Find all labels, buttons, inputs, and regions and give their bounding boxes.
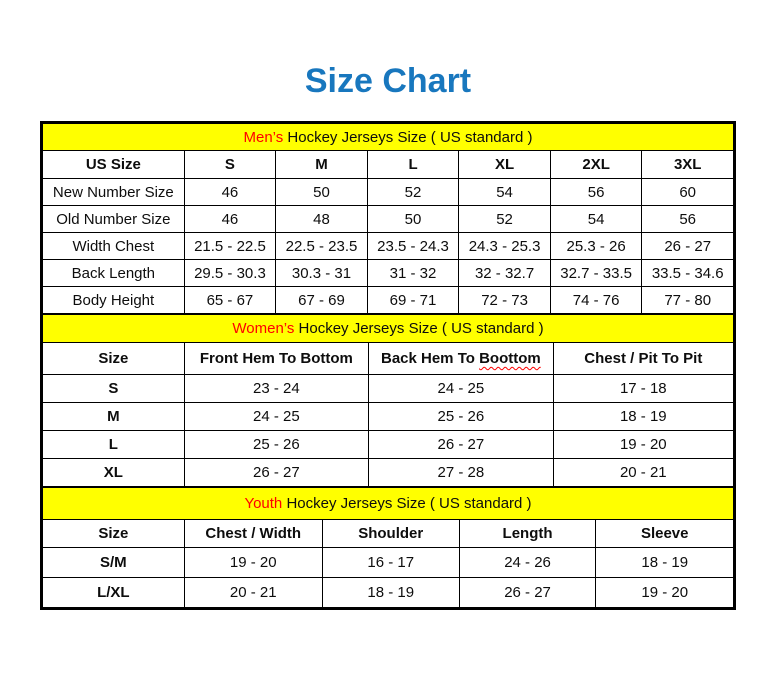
row-label: M — [43, 403, 185, 431]
youth-banner-text: Hockey Jerseys Size ( US standard ) — [286, 495, 532, 512]
mens-table — [42, 123, 734, 314]
table-cell: 16 - 17 — [322, 548, 459, 578]
table-cell: 20 - 21 — [184, 578, 322, 608]
youth-section-banner — [43, 488, 734, 520]
table-cell: 18 - 19 — [553, 403, 733, 431]
column-header: XL — [459, 151, 551, 179]
table-cell: 23.5 - 24.3 — [367, 233, 459, 260]
size-chart — [40, 121, 736, 610]
table-row — [43, 375, 734, 403]
mens-banner-row — [43, 124, 734, 151]
page-title: Size Chart — [304, 62, 472, 100]
youth-table — [42, 487, 734, 608]
table-row — [43, 179, 734, 206]
womens-banner-row — [43, 315, 734, 343]
table-cell: 25.3 - 26 — [550, 233, 642, 260]
table-cell: 19 - 20 — [596, 578, 734, 608]
table-row — [43, 431, 734, 459]
youth-banner-highlight: Youth — [244, 495, 283, 512]
womens-table — [42, 314, 734, 487]
table-cell: 52 — [367, 179, 459, 206]
table-row — [43, 459, 734, 487]
table-cell: 24 - 25 — [184, 403, 368, 431]
column-header: 2XL — [550, 151, 642, 179]
table-cell: 24 - 26 — [459, 548, 596, 578]
table-cell: 60 — [642, 179, 734, 206]
table-cell: 31 - 32 — [367, 260, 459, 287]
mens-banner-highlight: Men’s — [243, 128, 284, 146]
misspelled-word: Boottom — [479, 350, 541, 367]
row-label: L — [43, 431, 185, 459]
table-cell: 46 — [184, 179, 276, 206]
table-cell: 26 - 27 — [369, 431, 553, 459]
table-cell: 50 — [276, 179, 368, 206]
row-label: Old Number Size — [43, 206, 185, 233]
table-cell: 27 - 28 — [369, 459, 553, 487]
table-cell: 54 — [459, 179, 551, 206]
table-cell: 26 - 27 — [642, 233, 734, 260]
table-cell: 33.5 - 34.6 — [642, 260, 734, 287]
column-header-prefix: Back Hem To — [380, 350, 475, 367]
row-label: Width Chest — [43, 233, 185, 260]
column-header: S — [184, 151, 276, 179]
table-cell: 24 - 25 — [369, 375, 553, 403]
womens-banner-highlight: Women’s — [232, 320, 295, 337]
column-header: Size — [43, 520, 185, 548]
column-header: Front Hem To Bottom — [184, 343, 368, 375]
table-cell: 65 - 67 — [184, 287, 276, 314]
table-cell: 21.5 - 22.5 — [184, 233, 276, 260]
table-row — [43, 206, 734, 233]
table-row — [43, 260, 734, 287]
column-header: Shoulder — [322, 520, 459, 548]
table-cell: 23 - 24 — [184, 375, 368, 403]
row-label: New Number Size — [43, 179, 185, 206]
column-header: Chest / Width — [184, 520, 322, 548]
table-row — [43, 578, 734, 608]
table-cell: 25 - 26 — [369, 403, 553, 431]
row-label: L/XL — [43, 578, 185, 608]
table-row — [43, 287, 734, 314]
table-cell: 32 - 32.7 — [459, 260, 551, 287]
table-cell: 22.5 - 23.5 — [276, 233, 368, 260]
table-cell: 26 - 27 — [184, 459, 368, 487]
table-cell: 18 - 19 — [596, 548, 734, 578]
table-cell: 74 - 76 — [550, 287, 642, 314]
table-row — [43, 548, 734, 578]
table-cell: 67 - 69 — [276, 287, 368, 314]
table-cell: 18 - 19 — [322, 578, 459, 608]
table-cell: 72 - 73 — [459, 287, 551, 314]
table-cell: 56 — [642, 206, 734, 233]
column-header: Size — [43, 343, 185, 375]
column-header-misspelled — [369, 343, 553, 375]
row-label: Body Height — [43, 287, 185, 314]
table-cell: 52 — [459, 206, 551, 233]
row-label: S — [43, 375, 185, 403]
table-cell: 17 - 18 — [553, 375, 733, 403]
column-header: L — [367, 151, 459, 179]
womens-section-banner — [43, 315, 734, 343]
table-cell: 54 — [550, 206, 642, 233]
column-header: 3XL — [642, 151, 734, 179]
column-header: US Size — [43, 151, 185, 179]
table-cell: 19 - 20 — [184, 548, 322, 578]
mens-banner-text: Hockey Jerseys Size ( US standard ) — [287, 128, 533, 146]
row-label: XL — [43, 459, 185, 487]
table-cell: 19 - 20 — [553, 431, 733, 459]
row-label: S/M — [43, 548, 185, 578]
youth-header-row — [43, 520, 734, 548]
table-cell: 46 — [184, 206, 276, 233]
table-cell: 48 — [276, 206, 368, 233]
womens-banner-text: Hockey Jerseys Size ( US standard ) — [298, 320, 544, 337]
table-cell: 56 — [550, 179, 642, 206]
youth-banner-row — [43, 488, 734, 520]
table-cell: 26 - 27 — [459, 578, 596, 608]
table-row — [43, 403, 734, 431]
table-cell: 30.3 - 31 — [276, 260, 368, 287]
column-header: Length — [459, 520, 596, 548]
mens-header-row — [43, 151, 734, 179]
mens-section-banner — [43, 124, 734, 151]
table-cell: 20 - 21 — [553, 459, 733, 487]
table-cell: 32.7 - 33.5 — [550, 260, 642, 287]
womens-header-row — [43, 343, 734, 375]
table-cell: 24.3 - 25.3 — [459, 233, 551, 260]
table-cell: 50 — [367, 206, 459, 233]
table-cell: 25 - 26 — [184, 431, 368, 459]
column-header: M — [276, 151, 368, 179]
row-label: Back Length — [43, 260, 185, 287]
column-header: Chest / Pit To Pit — [553, 343, 733, 375]
table-cell: 69 - 71 — [367, 287, 459, 314]
table-row — [43, 233, 734, 260]
table-cell: 77 - 80 — [642, 287, 734, 314]
column-header: Sleeve — [596, 520, 734, 548]
table-cell: 29.5 - 30.3 — [184, 260, 276, 287]
